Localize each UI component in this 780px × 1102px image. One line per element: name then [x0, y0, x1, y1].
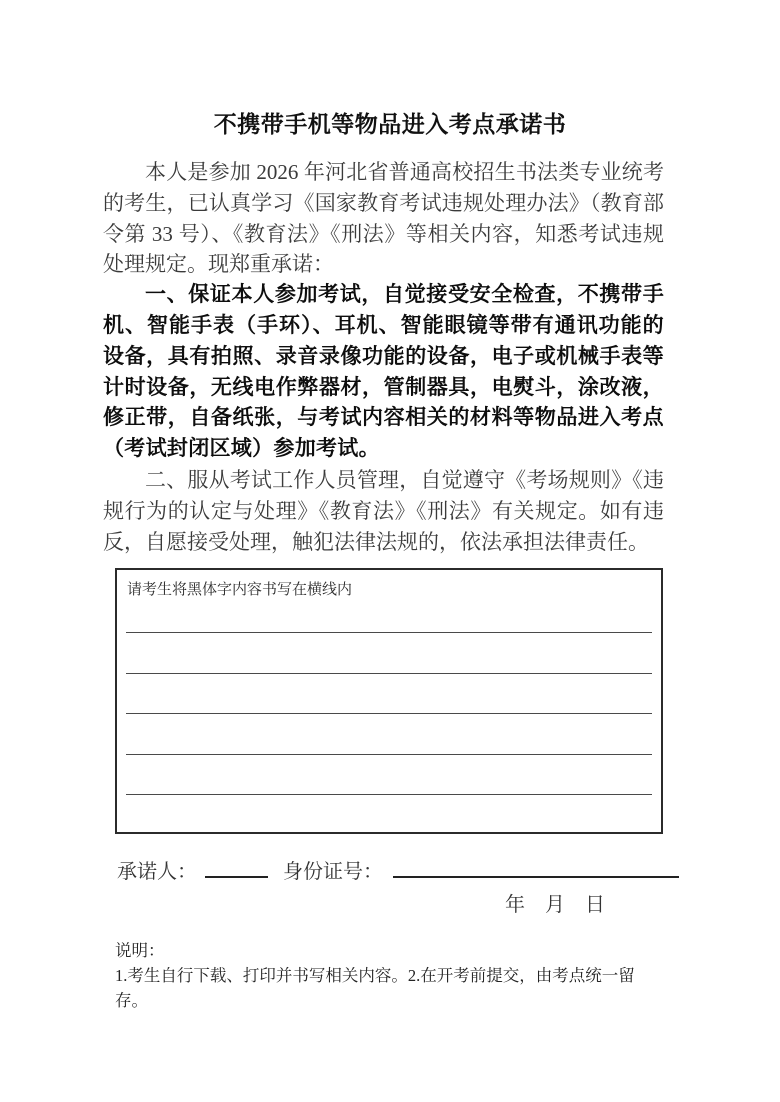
handwriting-instruction: 请考生将黑体字内容书写在横线内: [127, 581, 353, 598]
promiser-label: 承诺人：: [117, 861, 197, 883]
signature-row: [117, 855, 679, 884]
writing-line: [126, 632, 652, 633]
writing-line: [126, 713, 652, 714]
day-label: 日: [585, 894, 605, 916]
document-title: 不携带手机等物品进入考点承诺书: [213, 111, 567, 137]
writing-line: [126, 673, 652, 674]
notes-section: [115, 938, 667, 1013]
writing-line: [126, 794, 652, 795]
month-label: 月: [545, 894, 565, 916]
clause-1-paragraph: 一、保证本人参加考试，自觉接受安全检查，不携带手机、智能手表（手环）、耳机、智能眼镜等带有通讯功能的设备，具有拍照、录音录像功能的设备，电子或机械手表等计时设备，无线电作弊器材，管制器具，电熨斗，涂改液，修正带，自备纸张，与考试内容相关的材料等物品进入考点（考试封闭区域）参加考试。: [103, 283, 664, 461]
writing-line: [126, 754, 652, 755]
year-label: 年: [505, 894, 525, 916]
clause-2-paragraph: 二、服从考试工作人员管理，自觉遵守《考场规则》《违规行为的认定与处理》《教育法》《刑法》有关规定。如有违反，自愿接受处理，触犯法律法规的，依法承担法律责任。: [103, 467, 664, 554]
date-line: [505, 888, 605, 917]
promiser-underline: [205, 858, 268, 878]
id-number-underline: [393, 858, 679, 878]
handwriting-box: [115, 568, 663, 834]
notes-body: 1.考生自行下载、打印并书写相关内容。2.在开考前提交，由考点统一留存。: [115, 966, 635, 1010]
body-text: [103, 157, 664, 557]
notes-heading: 说明：: [115, 941, 165, 960]
id-number-label: 身份证号：: [283, 861, 383, 883]
intro-paragraph: 本人是参加 2026 年河北省普通高校招生书法类专业统考的考生，已认真学习《国家教育考试违规处理办法》（教育部令第 33 号）、《教育法》《刑法》等相关内容，知悉考试违规处理规定。现郑重承诺：: [103, 160, 664, 277]
